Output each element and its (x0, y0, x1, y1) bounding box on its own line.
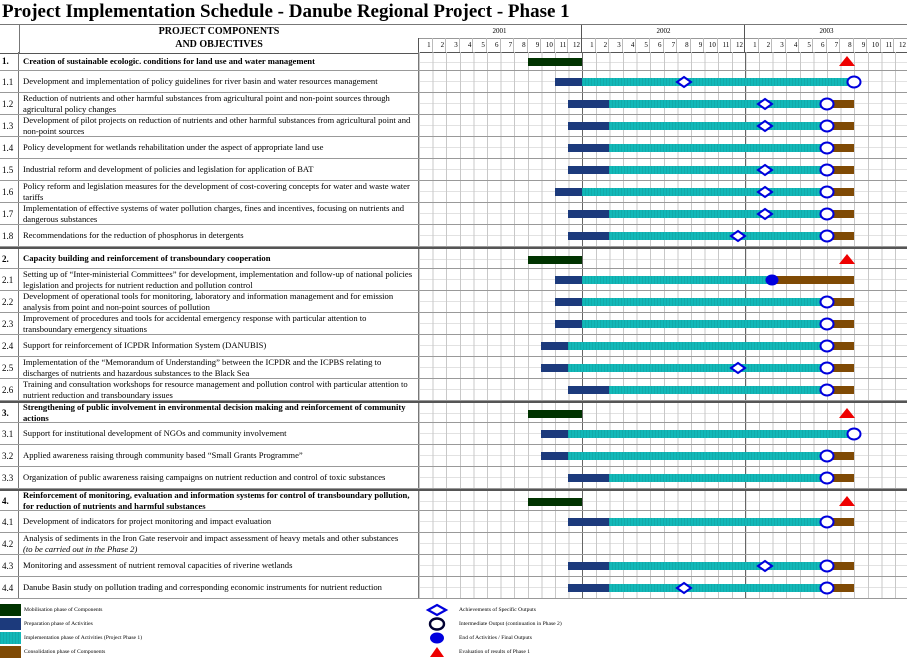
intermediate-output-circle-icon (818, 317, 836, 331)
preparation-bar (568, 386, 609, 394)
row-description (23, 379, 417, 400)
activity-row (0, 313, 907, 335)
row-number: 1.7 (0, 203, 19, 224)
month-label: 2 (595, 38, 609, 52)
row-description-text: Support for institutional development of NGOs and community involvement (23, 428, 287, 438)
row-number: 3.2 (0, 445, 19, 466)
row-description (23, 291, 417, 312)
row-description (23, 533, 417, 554)
row-description (23, 313, 417, 334)
year-divider (582, 533, 583, 554)
row-description-text: Training and consultation workshops for resource management and pollution control with particular attention to nutrient reduction and transboundary issues (23, 378, 408, 400)
month-label: 5 (635, 38, 649, 52)
year-label-2001: 2001 (492, 27, 507, 35)
row-description (23, 357, 417, 378)
activity-row (0, 71, 907, 93)
row-number: 4.3 (0, 555, 19, 576)
intermediate-output-circle-icon (818, 141, 836, 155)
implementation-bar (568, 342, 826, 350)
page-title: Project Implementation Schedule - Danube Regional Project - Phase 1 (2, 1, 570, 22)
year-divider (582, 249, 583, 268)
legend-evaluation: Evaluation of results of Phase 1 (425, 645, 625, 659)
implementation-bar (609, 518, 826, 526)
row-description-text: Development of operational tools for monitoring, laboratory and information management and for emission analysis from point and non-point sources of pollution (23, 290, 394, 312)
row-description-text: Applied awareness raising through community based “Small Grants Programme” (23, 450, 303, 460)
intermediate-output-circle-icon (818, 185, 836, 199)
intermediate-output-circle-icon (818, 295, 836, 309)
row-description (23, 203, 417, 224)
month-label: 4 (622, 38, 636, 52)
row-description (23, 159, 417, 180)
open-circle-icon (425, 617, 449, 631)
row-number: 2.1 (0, 269, 19, 290)
preparation-bar (541, 452, 568, 460)
row-note: (to be carried out in the Phase 2) (23, 543, 138, 554)
gantt-track (418, 511, 907, 532)
preparation-bar (568, 474, 609, 482)
triangle-icon (425, 645, 449, 659)
activity-row (0, 555, 907, 577)
row-number: 4.1 (0, 511, 19, 532)
month-label: 9 (527, 38, 541, 52)
components-header-text (20, 26, 418, 51)
gantt-track (418, 357, 907, 378)
achievement-diamond-icon (756, 119, 774, 133)
filled-circle-icon (425, 631, 449, 645)
intermediate-output-circle-icon (818, 515, 836, 529)
gantt-track (418, 159, 907, 180)
preparation-bar (568, 232, 609, 240)
month-label: 7 (663, 38, 677, 52)
gantt-track (418, 379, 907, 400)
row-description (23, 577, 417, 598)
activity-row (0, 115, 907, 137)
legend-preparation: Preparation phase of Activities (0, 617, 400, 631)
intermediate-output-circle-icon (818, 163, 836, 177)
row-number: 2.2 (0, 291, 19, 312)
row-description (23, 491, 417, 510)
month-label: 7 (826, 38, 840, 52)
evaluation-triangle-icon (838, 253, 856, 267)
implementation-bar (582, 276, 772, 284)
year-divider (582, 52, 583, 70)
activity-row (0, 533, 907, 555)
activity-row (0, 181, 907, 203)
gantt-track (418, 249, 907, 268)
gantt-track (418, 71, 907, 92)
preparation-bar (568, 562, 609, 570)
row-description-text: Danube Basin study on pollution trading and corresponding economic instruments for nutrient reduction (23, 582, 382, 592)
row-description (23, 269, 417, 290)
row-description-text: Organization of public awareness raising campaigns on nutrient reduction and control of toxic substances (23, 472, 386, 482)
implementation-bar (609, 122, 826, 130)
implementation-bar (609, 232, 826, 240)
gantt-track (418, 203, 907, 224)
activity-row (0, 511, 907, 533)
month-label: 3 (771, 38, 785, 52)
intermediate-output-circle-icon (818, 119, 836, 133)
row-description-text: Capacity building and reinforcement of transboundary cooperation (23, 253, 271, 263)
legend-achievement: Achievements of Specific Outputs (425, 603, 625, 617)
intermediate-output-circle-icon (818, 581, 836, 595)
row-description-text: Reduction of nutrients and other harmful substances from agricultural point and non-point sources through agricultural policy changes (23, 92, 390, 114)
row-number: 1.8 (0, 225, 19, 246)
month-label: 10 (540, 38, 554, 52)
month-label: 6 (649, 38, 663, 52)
year-divider (582, 403, 583, 422)
row-description-text: Development of indicators for project monitoring and impact evaluation (23, 516, 272, 526)
month-label: 8 (676, 38, 690, 52)
activity-row (0, 467, 907, 489)
gantt-track (418, 115, 907, 136)
intermediate-output-circle-icon (818, 207, 836, 221)
row-description-text: Policy development for wetlands rehabilitation under the aspect of appropriate land use (23, 142, 324, 152)
month-label: 5 (798, 38, 812, 52)
achievement-diamond-icon (756, 559, 774, 573)
achievement-diamond-icon (675, 581, 693, 595)
implementation-bar (609, 166, 826, 174)
row-number: 4.4 (0, 577, 19, 598)
achievement-diamond-icon (756, 207, 774, 221)
gantt-track (418, 225, 907, 246)
year-label-2003: 2003 (744, 25, 907, 38)
row-description-text: Recommendations for the reduction of phosphorus in detergents (23, 230, 244, 240)
achievement-diamond-icon (729, 229, 747, 243)
implementation-bar (609, 386, 826, 394)
preparation-swatch-icon (0, 618, 21, 630)
gantt-track (418, 555, 907, 576)
gantt-track (418, 445, 907, 466)
month-label: 11 (880, 38, 894, 52)
row-description (23, 93, 417, 114)
preparation-bar (568, 166, 609, 174)
row-number: 1.3 (0, 115, 19, 136)
gantt-track (418, 313, 907, 334)
legend-intermediate: Intermediate Output (continuation in Phase 2) (425, 617, 625, 631)
row-description-text: Implementation of the “Memorandum of Understanding” between the ICPDR and the ICPBS relating to discharges of nutrients and hazardous substances to the Black Sea (23, 356, 382, 378)
components-header-line2: AND OBJECTIVES (175, 38, 263, 50)
gantt-track (418, 137, 907, 158)
implementation-bar (582, 298, 827, 306)
row-description-text: Setting up of “Inter-ministerial Committees” for development, implementation and follow-up of national policies legislation and projects for nutrient reduction and pollution control (23, 268, 413, 290)
row-description-text: Development of pilot projects on reduction of nutrients and other harmful substances from agricultural point and non-point sources (23, 114, 411, 136)
activity-row (0, 203, 907, 225)
intermediate-output-circle-icon (818, 229, 836, 243)
preparation-bar (568, 584, 609, 592)
activity-row (0, 445, 907, 467)
activity-row (0, 137, 907, 159)
implementation-bar (609, 562, 826, 570)
row-number: 2.6 (0, 379, 19, 400)
month-label: 1 (744, 38, 758, 52)
mobilisation-bar (528, 58, 582, 66)
activity-row (0, 577, 907, 599)
row-description-text: Policy reform and legislation measures for the development of cost-covering concepts for water and waste water tariffs (23, 180, 410, 202)
component-heading-row (0, 489, 907, 511)
month-label: 12 (730, 38, 744, 52)
month-label: 12 (893, 38, 907, 52)
legend-mobilisation: Mobilisation phase of Components (0, 603, 400, 617)
implementation-bar (609, 144, 826, 152)
gantt-track (418, 491, 907, 510)
legend-consolidation: Consolidation phase of Components (0, 645, 400, 659)
preparation-bar (541, 430, 568, 438)
year-divider (745, 403, 746, 422)
month-label: 5 (472, 38, 486, 52)
preparation-bar (555, 298, 582, 306)
month-label: 8 (839, 38, 853, 52)
achievement-diamond-icon (756, 163, 774, 177)
intermediate-output-circle-icon (818, 471, 836, 485)
gantt-track (418, 335, 907, 356)
consolidation-bar (772, 276, 854, 284)
preparation-bar (568, 518, 609, 526)
preparation-bar (541, 342, 568, 350)
evaluation-triangle-icon (838, 407, 856, 421)
intermediate-output-circle-icon (818, 559, 836, 573)
row-number: 2. (0, 249, 19, 268)
evaluation-triangle-icon (838, 55, 856, 69)
row-description-text: Support for reinforcement of ICPDR Information System (DANUBIS) (23, 340, 267, 350)
consolidation-swatch-icon (0, 646, 21, 658)
row-description-text: Improvement of procedures and tools for accidental emergency response with particular attention to transboundary emergency situations (23, 312, 367, 334)
component-heading-row (0, 247, 907, 269)
row-number: 3.3 (0, 467, 19, 488)
components-header-line1: PROJECT COMPONENTS (158, 26, 280, 37)
month-label: 4 (785, 38, 799, 52)
row-description (23, 467, 417, 488)
month-header (418, 38, 907, 53)
row-number: 1.4 (0, 137, 19, 158)
row-number: 1. (0, 52, 19, 70)
implementation-bar (609, 210, 826, 218)
number-column-header (0, 25, 20, 53)
gantt-track (418, 181, 907, 202)
month-label: 11 (717, 38, 731, 52)
preparation-bar (568, 210, 609, 218)
achievement-diamond-icon (729, 361, 747, 375)
mobilisation-bar (528, 410, 582, 418)
row-description (23, 137, 417, 158)
intermediate-output-circle-icon (818, 361, 836, 375)
gantt-track (418, 403, 907, 422)
mobilisation-bar (528, 256, 582, 264)
month-label: 3 (445, 38, 459, 52)
activity-row (0, 423, 907, 445)
month-label: 12 (567, 38, 581, 52)
row-number: 4. (0, 491, 19, 510)
final-output-dot-icon (763, 273, 781, 287)
month-label: 8 (513, 38, 527, 52)
row-description (23, 445, 417, 466)
preparation-bar (555, 320, 582, 328)
intermediate-output-circle-icon (818, 449, 836, 463)
mobilisation-swatch-icon (0, 604, 21, 616)
legend-end: End of Activities / Final Outputs (425, 631, 625, 645)
row-description-text: Industrial reform and development of policies and legislation for application of BAT (23, 164, 314, 174)
implementation-swatch-icon (0, 632, 21, 644)
implementation-bar (609, 100, 826, 108)
row-number: 2.3 (0, 313, 19, 334)
row-number: 1.6 (0, 181, 19, 202)
month-label: 10 (703, 38, 717, 52)
activity-row (0, 93, 907, 115)
mobilisation-bar (528, 498, 582, 506)
row-number: 2.4 (0, 335, 19, 356)
year-divider (745, 52, 746, 70)
gantt-track (418, 93, 907, 114)
month-label: 1 (418, 38, 432, 52)
evaluation-triangle-icon (838, 495, 856, 509)
month-label: 2 (758, 38, 772, 52)
row-description (23, 71, 417, 92)
gantt-track (418, 467, 907, 488)
implementation-bar (568, 430, 853, 438)
month-label: 4 (459, 38, 473, 52)
gantt-track (418, 423, 907, 444)
component-heading-row (0, 401, 907, 423)
legend (0, 603, 907, 662)
gantt-track (418, 52, 907, 70)
row-description-text: Development and implementation of policy guidelines for river basin and water resources management (23, 76, 378, 86)
gantt-track (418, 269, 907, 290)
gantt-track (418, 533, 907, 554)
row-number: 2.5 (0, 357, 19, 378)
intermediate-output-circle-icon (818, 339, 836, 353)
preparation-bar (555, 188, 582, 196)
activity-row (0, 225, 907, 247)
row-description (23, 423, 417, 444)
activity-row (0, 335, 907, 357)
implementation-bar (582, 320, 827, 328)
row-description-text: Monitoring and assessment of nutrient removal capacities of riverine wetlands (23, 560, 293, 570)
gantt-track (418, 291, 907, 312)
preparation-bar (555, 276, 582, 284)
activity-row (0, 159, 907, 181)
implementation-bar (582, 78, 854, 86)
preparation-bar (541, 364, 568, 372)
row-number: 1.2 (0, 93, 19, 114)
implementation-bar (609, 474, 826, 482)
achievement-diamond-icon (675, 75, 693, 89)
row-description (23, 181, 417, 202)
activity-row (0, 269, 907, 291)
row-description-text: Implementation of effective systems of water pollution charges, fines and incentives, focusing on nutrients and dangerous substances (23, 202, 405, 224)
activity-row (0, 379, 907, 401)
row-number: 1.5 (0, 159, 19, 180)
month-label: 2 (432, 38, 446, 52)
row-number: 1.1 (0, 71, 19, 92)
year-divider (745, 249, 746, 268)
year-divider (745, 491, 746, 510)
achievement-diamond-icon (756, 185, 774, 199)
year-label-2002: 2002 (581, 25, 745, 38)
row-number: 3.1 (0, 423, 19, 444)
month-label: 9 (853, 38, 867, 52)
intermediate-output-circle-icon (818, 383, 836, 397)
intermediate-output-circle-icon (845, 75, 863, 89)
preparation-bar (568, 122, 609, 130)
activity-row (0, 291, 907, 313)
row-description (23, 511, 417, 532)
implementation-bar (582, 188, 827, 196)
row-description (23, 52, 417, 70)
legend-implementation: Implementation phase of Activities (Project Phase 1) (0, 631, 400, 645)
year-divider (582, 491, 583, 510)
month-label: 6 (812, 38, 826, 52)
row-number: 4.2 (0, 533, 19, 554)
row-description-text: Strengthening of public involvement in environmental decision making and reinforcement of community actions (23, 401, 406, 423)
activity-row (0, 357, 907, 379)
row-description-text: Creation of sustainable ecologic. conditions for land use and water management (23, 55, 315, 66)
implementation-bar (609, 584, 826, 592)
month-label: 3 (608, 38, 622, 52)
row-description-text: Analysis of sediments in the Iron Gate reservoir and impact assessment of heavy metals and other substances (23, 532, 399, 543)
achievement-diamond-icon (756, 97, 774, 111)
intermediate-output-circle-icon (818, 97, 836, 111)
month-label: 7 (500, 38, 514, 52)
component-heading-row (0, 52, 907, 71)
implementation-bar (568, 452, 826, 460)
year-divider (745, 533, 746, 554)
row-description (23, 249, 417, 268)
row-description (23, 225, 417, 246)
preparation-bar (568, 144, 609, 152)
row-description (23, 115, 417, 136)
row-number: 3. (0, 403, 19, 422)
implementation-bar (568, 364, 826, 372)
gantt-track (418, 577, 907, 598)
row-description-text: Reinforcement of monitoring, evaluation and information systems for control of transboundary pollution, for reduction of nutrients and harmful substances (23, 489, 410, 511)
month-label: 1 (581, 38, 595, 52)
components-header (0, 24, 418, 54)
row-description (23, 403, 417, 422)
row-description (23, 555, 417, 576)
preparation-bar (555, 78, 582, 86)
intermediate-output-circle-icon (845, 427, 863, 441)
row-description (23, 335, 417, 356)
month-label: 6 (486, 38, 500, 52)
month-label: 10 (866, 38, 880, 52)
month-label: 11 (554, 38, 568, 52)
year-header (418, 24, 907, 39)
diamond-icon (425, 603, 449, 617)
preparation-bar (568, 100, 609, 108)
month-label: 9 (690, 38, 704, 52)
